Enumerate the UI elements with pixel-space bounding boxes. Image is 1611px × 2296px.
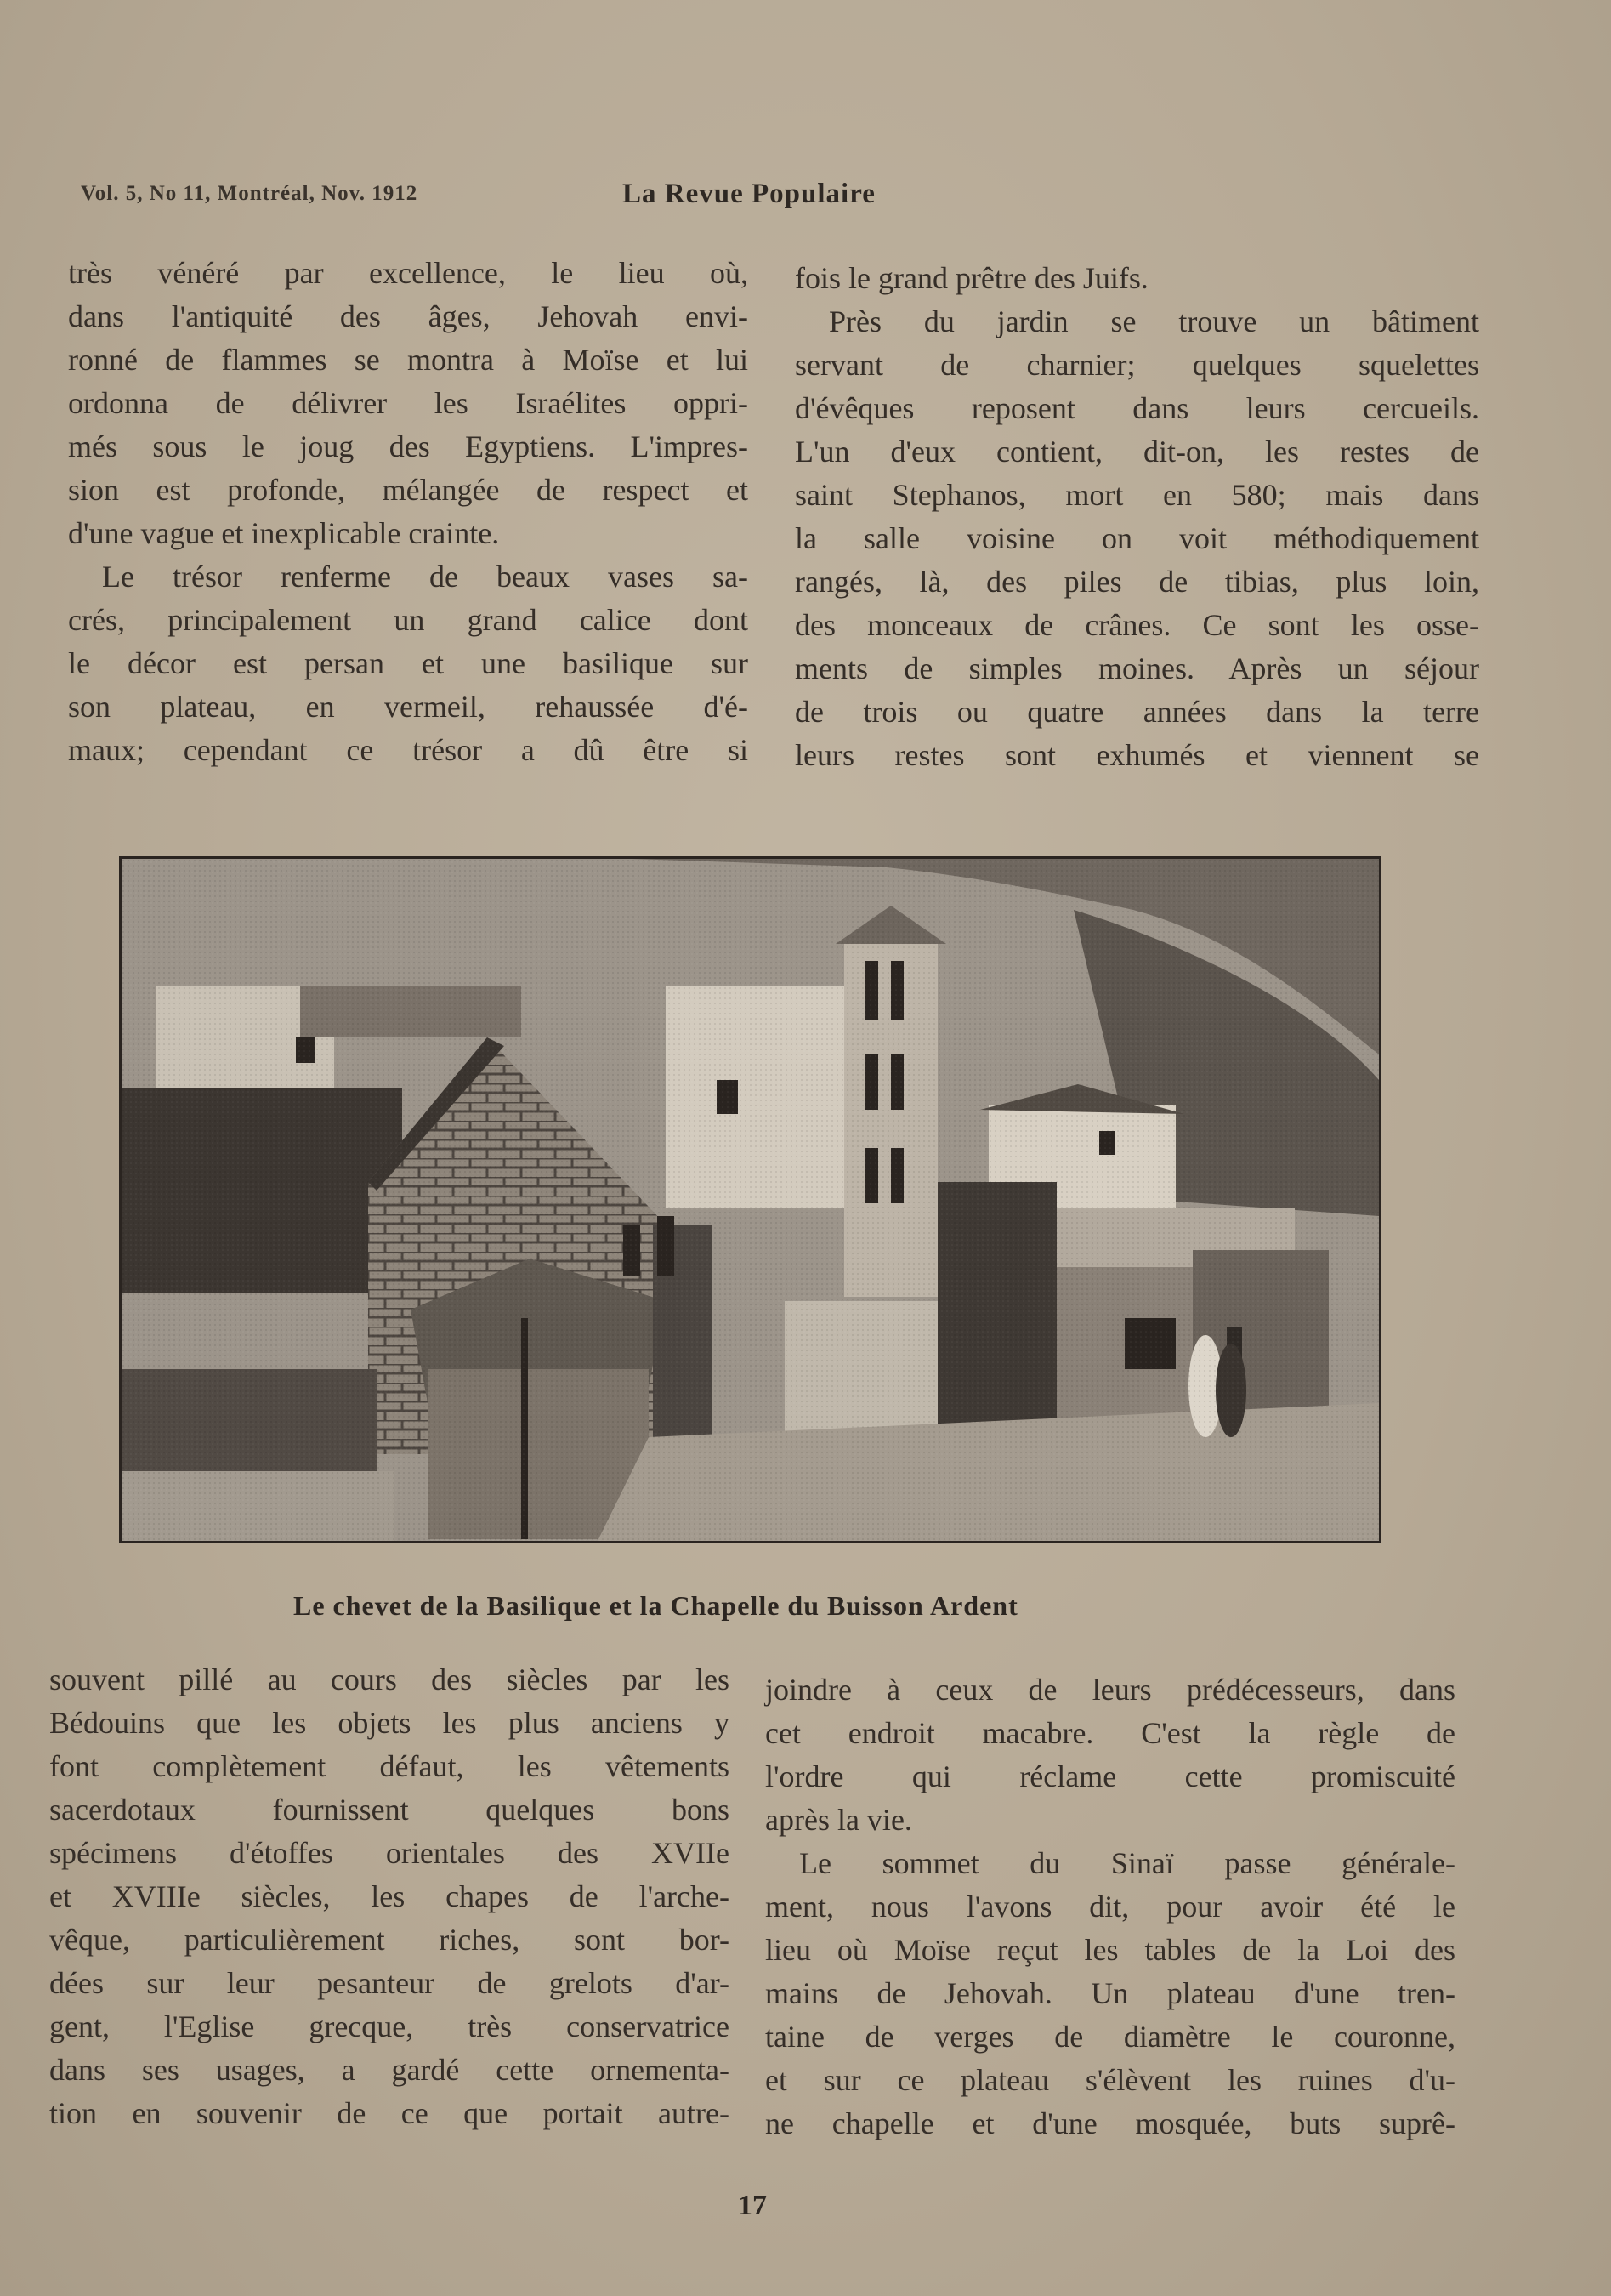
text-line: après la vie. (765, 1803, 912, 1837)
text-line: rangés, là, des piles de tibias, plus loin, (795, 565, 1479, 599)
text-line: très vénéré par excellence, le lieu où, (68, 256, 748, 290)
text-line: ments de simples moines. Après un séjour (795, 651, 1479, 685)
text-line: ne chapelle et d'une mosquée, buts suprê- (765, 2106, 1455, 2140)
text-line: font complètement défaut, les vêtements (49, 1749, 729, 1783)
text-line: sion est profonde, mélangée de respect et (68, 473, 748, 507)
text-line: ronné de flammes se montra à Moïse et lui (68, 343, 748, 377)
text-line: Le sommet du Sinaï passe générale- (799, 1846, 1455, 1880)
text-line: l'ordre qui réclame cette promiscuité (765, 1759, 1455, 1793)
magazine-title: La Revue Populaire (622, 179, 876, 209)
page-number: 17 (738, 2190, 767, 2221)
text-line: dans ses usages, a gardé cette ornementa- (49, 2053, 729, 2087)
text-line: sacerdotaux fournissent quelques bons (49, 1793, 729, 1827)
text-line: vêque, particulièrement riches, sont bor- (49, 1923, 729, 1957)
text-line: leurs restes sont exhumés et viennent se (795, 738, 1479, 772)
text-line: Le trésor renferme de beaux vases sa- (102, 560, 748, 594)
text-line: ordonna de délivrer les Israélites oppri- (68, 386, 748, 420)
text-line: cet endroit macabre. C'est la règle de (765, 1716, 1455, 1750)
text-line: de trois ou quatre années dans la terre (795, 695, 1479, 729)
text-line: gent, l'Eglise grecque, très conservatrice (49, 2009, 729, 2043)
text-line: d'une vague et inexplicable crainte. (68, 516, 500, 550)
issue-info: Vol. 5, No 11, Montréal, Nov. 1912 (81, 182, 418, 205)
text-column-top-left (68, 252, 748, 772)
text-line: d'évêques reposent dans leurs cercueils. (795, 391, 1479, 425)
text-line: souvent pillé au cours des siècles par les (49, 1662, 729, 1696)
photo-caption: Le chevet de la Basilique et la Chapelle du Buisson Ardent (293, 1590, 1018, 1621)
text-line: ment, nous l'avons dit, pour avoir été le (765, 1890, 1455, 1924)
text-line: et sur ce plateau s'élèvent les ruines d'u- (765, 2063, 1455, 2097)
text-line: Près du jardin se trouve un bâtiment (829, 304, 1479, 338)
text-column-bottom-right (765, 1668, 1455, 2145)
running-header (81, 179, 1543, 221)
text-line: maux; cependant ce trésor a dû être si (68, 733, 748, 767)
text-line: saint Stephanos, mort en 580; mais dans (795, 478, 1479, 512)
text-line: joindre à ceux de leurs prédécesseurs, dans (765, 1673, 1455, 1707)
text-line: fois le grand prêtre des Juifs. (795, 261, 1149, 295)
text-line: tion en souvenir de ce que portait autre- (49, 2096, 729, 2130)
text-line: la salle voisine on voit méthodiquement (795, 521, 1479, 555)
text-line: spécimens d'étoffes orientales des XVIIe (49, 1836, 729, 1870)
text-line: des monceaux de crânes. Ce sont les osse- (795, 608, 1479, 642)
text-line: dans l'antiquité des âges, Jehovah envi- (68, 299, 748, 333)
text-line: crés, principalement un grand calice dont (68, 603, 748, 637)
text-line: més sous le joug des Egyptiens. L'impres- (68, 429, 748, 463)
text-line: L'un d'eux contient, dit-on, les restes de (795, 435, 1479, 469)
photograph-basilica (119, 856, 1381, 1543)
text-line: et XVIIIe siècles, les chapes de l'arche- (49, 1879, 729, 1913)
text-line: son plateau, en vermeil, rehaussée d'é- (68, 690, 748, 724)
text-line: taine de verges de diamètre le couronne, (765, 2020, 1455, 2054)
text-column-top-right (795, 257, 1479, 777)
text-line: mains de Jehovah. Un plateau d'une tren- (765, 1976, 1455, 2010)
text-column-bottom-left (49, 1658, 729, 2135)
text-line: servant de charnier; quelques squelettes (795, 348, 1479, 382)
text-line: lieu où Moïse reçut les tables de la Loi des (765, 1933, 1455, 1967)
text-line: dées sur leur pesanteur de grelots d'ar- (49, 1966, 729, 2000)
text-line: Bédouins que les objets les plus anciens y (49, 1706, 729, 1740)
text-line: le décor est persan et une basilique sur (68, 646, 748, 680)
